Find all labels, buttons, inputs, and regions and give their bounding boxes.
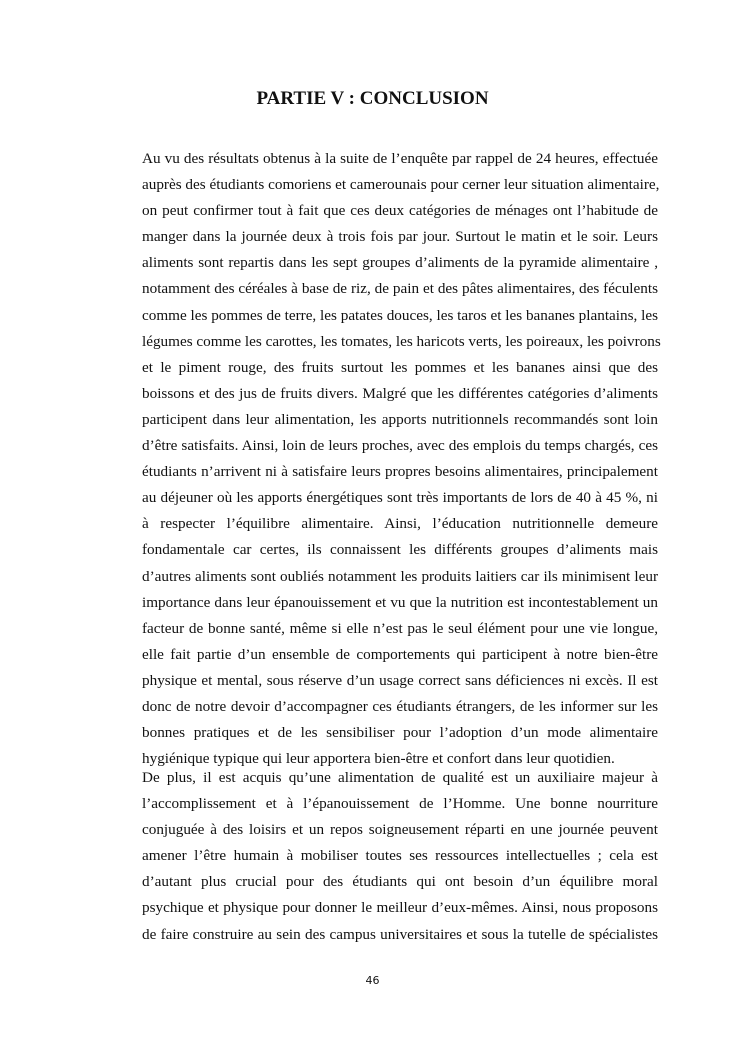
text-line: manger dans la journée deux à trois fois par jour. Surtout le matin et le soir. Leurs	[142, 228, 658, 246]
text-line: comme les pommes de terre, les patates douces, les taros et les bananes plantains, les	[142, 306, 658, 324]
text-line: et le piment rouge, des fruits surtout les pommes et les bananes ainsi que des	[142, 358, 658, 376]
text-line: auprès des étudiants comoriens et camerounais pour cerner leur situation alimentaire,	[142, 176, 660, 194]
text-line: d’autant plus crucial pour des étudiants qui ont besoin d’un équilibre moral	[142, 873, 658, 891]
text-line: aliments sont repartis dans les sept groupes d’aliments de la pyramide alimentaire ,	[142, 254, 658, 272]
text-line: bonnes pratiques et de les sensibiliser pour l’adoption d’un mode alimentaire	[142, 724, 658, 742]
text-line: boissons et des jus de fruits divers. Malgré que les différentes catégories d’aliments	[142, 384, 658, 402]
text-line: légumes comme les carottes, les tomates, les haricots verts, les poireaux, les poivrons	[142, 332, 661, 350]
text-line: elle fait partie d’un ensemble de comportements qui participent à notre bien-être	[142, 645, 658, 663]
text-line: participent dans leur alimentation, les apports nutritionnels recommandés sont loin	[142, 410, 658, 428]
paragraph-2	[142, 765, 658, 948]
text-line: notamment des céréales à base de riz, de pain et des pâtes alimentaires, des féculents	[142, 280, 658, 298]
text-line: donc de notre devoir d’accompagner ces étudiants étrangers, de les informer sur les	[142, 697, 658, 715]
text-line: étudiants n’arrivent ni à satisfaire leurs propres besoins alimentaires, principalement	[142, 463, 658, 481]
text-line: de faire construire au sein des campus universitaires et sous la tutelle de spécialistes	[142, 925, 658, 943]
text-line: au déjeuner où les apports énergétiques sont très importants de lors de 40 à 45 %, ni	[142, 489, 658, 507]
page-title: PARTIE V : CONCLUSION	[256, 88, 489, 109]
text-line: psychique et physique pour donner le meilleur d’eux-mêmes. Ainsi, nous proposons	[142, 899, 658, 917]
text-line: d’autres aliments sont oubliés notamment les produits laitiers car ils minimisent leur	[142, 567, 658, 585]
text-line: hygiénique typique qui leur apportera bien-être et confort dans leur quotidien.	[142, 750, 615, 768]
text-line: l’accomplissement et à l’épanouissement de l’Homme. Une bonne nourriture	[142, 795, 658, 813]
paragraph-1	[142, 146, 661, 772]
text-line: importance dans leur épanouissement et vu que la nutrition est incontestablement un	[142, 593, 658, 611]
page-number: 46	[365, 974, 380, 987]
text-line: Au vu des résultats obtenus à la suite de l’enquête par rappel de 24 heures, effectuée	[142, 150, 658, 167]
text-line: on peut confirmer tout à fait que ces deux catégories de ménages ont l’habitude de	[142, 202, 658, 220]
text-line: physique et mental, sous réserve d’un usage correct sans déficiences ni excès. Il est	[142, 671, 658, 689]
text-line: amener l’être humain à mobiliser toutes ses ressources intellectuelles ; cela est	[142, 847, 658, 865]
text-line: facteur de bonne santé, même si elle n’est pas le seul élément pour une vie longue,	[142, 619, 658, 637]
text-line: conjuguée à des loisirs et un repos soigneusement réparti en une journée peuvent	[142, 821, 658, 839]
text-line: d’être satisfaits. Ainsi, loin de leurs proches, avec des emplois du temps chargés, ces	[142, 437, 658, 455]
text-line: fondamentale car certes, ils connaissent les différents groupes d’aliments mais	[142, 541, 658, 559]
text-line: à respecter l’équilibre alimentaire. Ainsi, l’éducation nutritionnelle demeure	[142, 515, 658, 533]
text-line: De plus, il est acquis qu’une alimentation de qualité est un auxiliaire majeur à	[142, 769, 658, 786]
